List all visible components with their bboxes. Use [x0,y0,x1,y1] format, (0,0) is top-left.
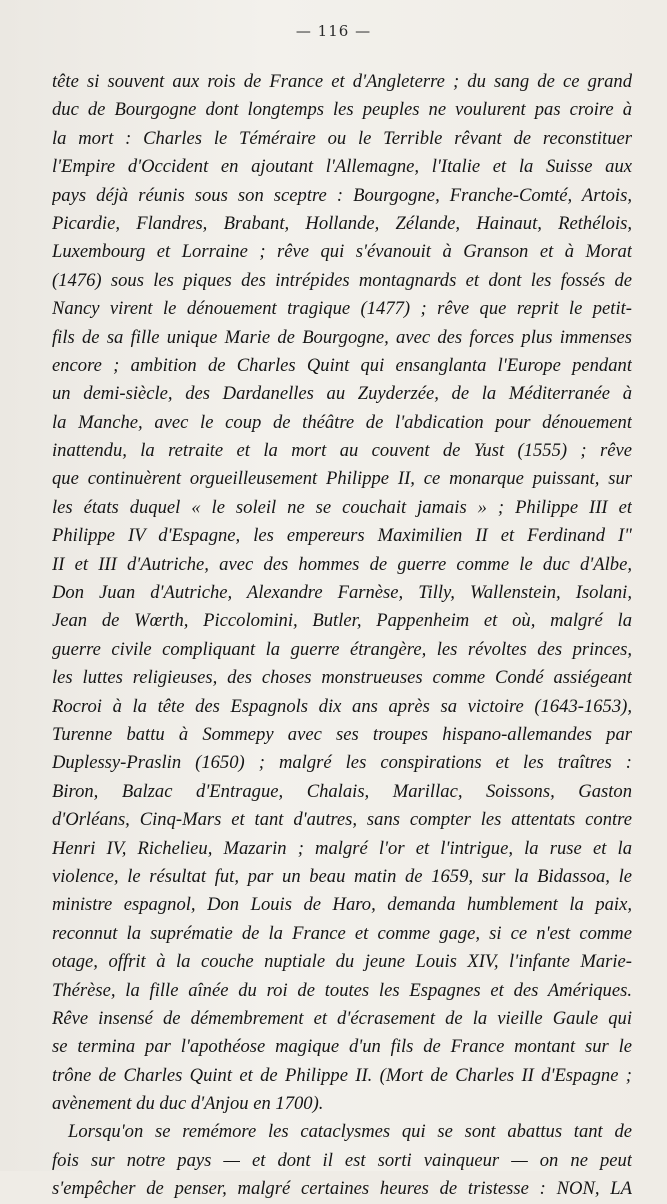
text-line: Don Juan d'Autriche, Alexandre Farnèse, Tilly, Wallenstein, Isolani, [52,582,632,604]
text-line: la mort : Charles le Téméraire ou le Terrible rêvant de reconstituer [52,127,632,149]
body-text [52,68,632,1204]
text-line: s'empêcher de penser, malgré certaines heures de tristesse : NON, LA [52,1178,632,1200]
text-line: que continuèrent orgueilleusement Philippe II, ce monarque puissant, sur [52,468,632,490]
text-line: Biron, Balzac d'Entrague, Chalais, Marillac, Soissons, Gaston [52,780,632,802]
text-line: inattendu, la retraite et la mort au couvent de Yust (1555) ; rêve [52,440,632,462]
text-line: Jean de Wœrth, Piccolomini, Butler, Pappenheim et où, malgré la [52,610,632,632]
text-line: Thérèse, la fille aînée du roi de toutes les Espagnes et des Amériques. [52,979,632,1001]
text-line: Picardie, Flandres, Brabant, Hollande, Zélande, Hainaut, Rethélois, [52,212,632,234]
text-line: violence, le résultat fut, par un beau matin de 1659, sur la Bidassoa, le [52,865,632,887]
text-line: Duplessy-Praslin (1650) ; malgré les conspirations et les traîtres : [52,752,632,774]
text-line: otage, offrit à la couche nuptiale du jeune Louis XIV, l'infante Marie- [52,951,632,973]
text-line: Nancy virent le dénouement tragique (1477) ; rêve que reprit le petit- [52,298,632,320]
text-line: Luxembourg et Lorraine ; rêve qui s'évanouit à Granson et à Morat [52,241,632,263]
text-line: Philippe IV d'Espagne, les empereurs Maximilien II et Ferdinand I" [52,525,632,547]
text-line: tête si souvent aux rois de France et d'Angleterre ; du sang de ce grand [52,71,632,92]
page-number: — 116 — [295,22,372,40]
text-line: Rocroi à la tête des Espagnols dix ans après sa victoire (1643-1653), [52,695,632,717]
text-line: se termina par l'apothéose magique d'un fils de France montant sur le [52,1036,632,1058]
text-line: fois sur notre pays — et dont il est sorti vainqueur — on ne peut [52,1149,632,1171]
text-line: un demi-siècle, des Dardanelles au Zuyderzée, de la Méditerranée à [52,383,632,405]
text-line: la Manche, avec le coup de théâtre de l'abdication pour dénouement [52,411,632,433]
text-line: (1476) sous les piques des intrépides montagnards et dont les fossés de [52,269,632,291]
text-line: Turenne battu à Sommepy avec ses troupes hispano-allemandes par [52,723,632,745]
text-line: ministre espagnol, Don Louis de Haro, demanda humblement la paix, [52,894,632,916]
text-line: d'Orléans, Cinq-Mars et tant d'autres, sans compter les attentats contre [52,809,632,831]
text-line: les luttes religieuses, des choses monstrueuses comme Condé assiégeant [52,667,632,689]
text-line: pays déjà réunis sous son sceptre : Bourgogne, Franche-Comté, Artois, [52,184,632,206]
text-line: II et III d'Autriche, avec des hommes de guerre comme le duc d'Albe, [52,553,632,575]
text-line: reconnut la suprématie de la France et comme gage, si ce n'est comme [52,922,632,944]
text-line: avènement du duc d'Anjou en 1700). [52,1093,324,1115]
text-line: fils de sa fille unique Marie de Bourgogne, avec des forces plus immenses [52,326,632,348]
text-line: guerre civile compliquant la guerre étrangère, les révoltes des princes, [52,638,632,660]
text-line: Henri IV, Richelieu, Mazarin ; malgré l'or et l'intrigue, la ruse et la [52,837,632,859]
text-line: trône de Charles Quint et de Philippe II. (Mort de Charles II d'Espagne ; [52,1064,632,1086]
text-line: l'Empire d'Occident en ajoutant l'Allemagne, l'Italie et la Suisse aux [52,156,632,178]
text-line: les états duquel « le soleil ne se couchait jamais » ; Philippe III et [52,496,632,518]
text-line: Lorsqu'on se remémore les cataclysmes qui se sont abattus tant de [68,1121,632,1143]
text-line: duc de Bourgogne dont longtemps les peuples ne voulurent pas croire à [52,99,632,121]
text-line: encore ; ambition de Charles Quint qui ensanglanta l'Europe pendant [52,354,632,376]
text-line: Rêve insensé de démembrement et d'écrasement de la vieille Gaule qui [52,1007,632,1029]
